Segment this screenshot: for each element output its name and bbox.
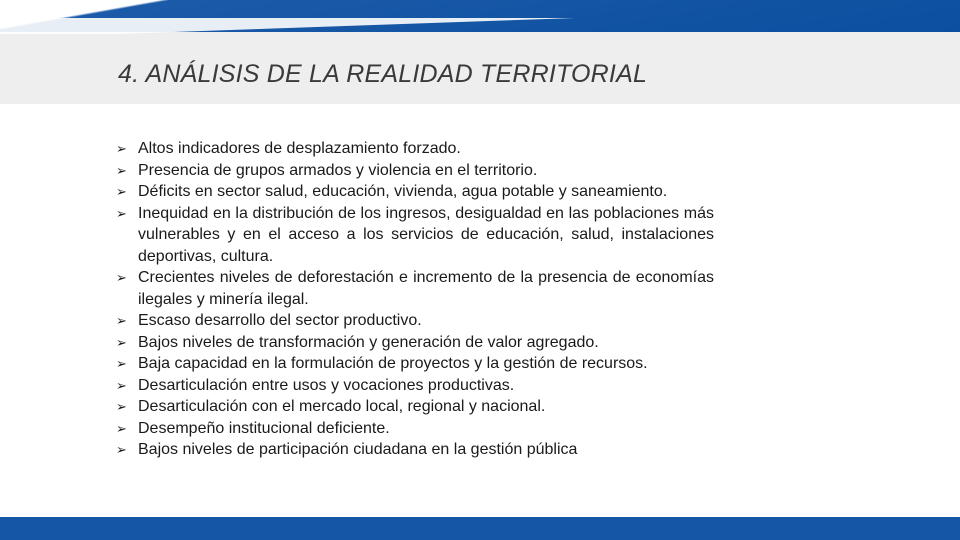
- arrow-bullet-icon: ➢: [116, 313, 127, 328]
- list-item: [116, 439, 714, 461]
- header-stripe-highlight: [0, 18, 960, 34]
- arrow-bullet-icon: ➢: [116, 356, 127, 371]
- arrow-bullet-icon: ➢: [116, 420, 127, 436]
- list-item: [116, 332, 714, 354]
- list-item: [116, 203, 714, 268]
- list-item-text: Escaso desarrollo del sector productivo.: [138, 312, 422, 329]
- list-item-text: Inequidad en la distribución de los ingresos, desigualdad en las poblaciones más vulnerables y en el acceso a los servicios de educación, salud, instalaciones deportivas, cultura.: [138, 204, 714, 265]
- arrow-bullet-icon: ➢: [116, 270, 127, 285]
- list-item: [116, 310, 714, 332]
- list-item-text: Desempeño institucional deficiente.: [138, 419, 390, 437]
- arrow-bullet-icon: ➢: [116, 399, 127, 414]
- arrow-bullet-icon: ➢: [116, 162, 127, 178]
- list-item-text: Déficits en sector salud, educación, vivienda, agua potable y saneamiento.: [138, 183, 668, 200]
- list-item-text: Desarticulación entre usos y vocaciones productivas.: [138, 376, 515, 394]
- footer-band: [0, 517, 960, 540]
- arrow-bullet-icon: ➢: [116, 334, 127, 350]
- slide-title: 4. ANÁLISIS DE LA REALIDAD TERRITORIAL: [118, 60, 648, 88]
- list-item: [116, 375, 714, 397]
- arrow-bullet-icon: ➢: [116, 184, 127, 199]
- list-item-text: Bajos niveles de participación ciudadana en la gestión pública: [138, 441, 578, 458]
- arrow-bullet-icon: ➢: [116, 377, 127, 393]
- list-item-text: Crecientes niveles de deforestación e incremento de la presencia de economías ilegales y minería ilegal.: [138, 269, 714, 308]
- list-item-text: Bajos niveles de transformación y generación de valor agregado.: [138, 333, 599, 351]
- list-item: [116, 181, 714, 203]
- arrow-bullet-icon: ➢: [116, 205, 127, 221]
- list-item-text: Altos indicadores de desplazamiento forzado.: [138, 140, 461, 157]
- list-item: [116, 160, 714, 182]
- bullet-list: [116, 138, 714, 461]
- arrow-bullet-icon: ➢: [116, 141, 127, 156]
- list-item: [116, 418, 714, 440]
- list-item: [116, 138, 714, 160]
- list-item: [116, 396, 714, 418]
- arrow-bullet-icon: ➢: [116, 442, 127, 457]
- list-item-text: Baja capacidad en la formulación de proyectos y la gestión de recursos.: [138, 355, 648, 372]
- list-item: [116, 267, 714, 310]
- list-item-text: Presencia de grupos armados y violencia en el territorio.: [138, 161, 538, 179]
- list-item: [116, 353, 714, 375]
- list-item-text: Desarticulación con el mercado local, regional y nacional.: [138, 398, 546, 415]
